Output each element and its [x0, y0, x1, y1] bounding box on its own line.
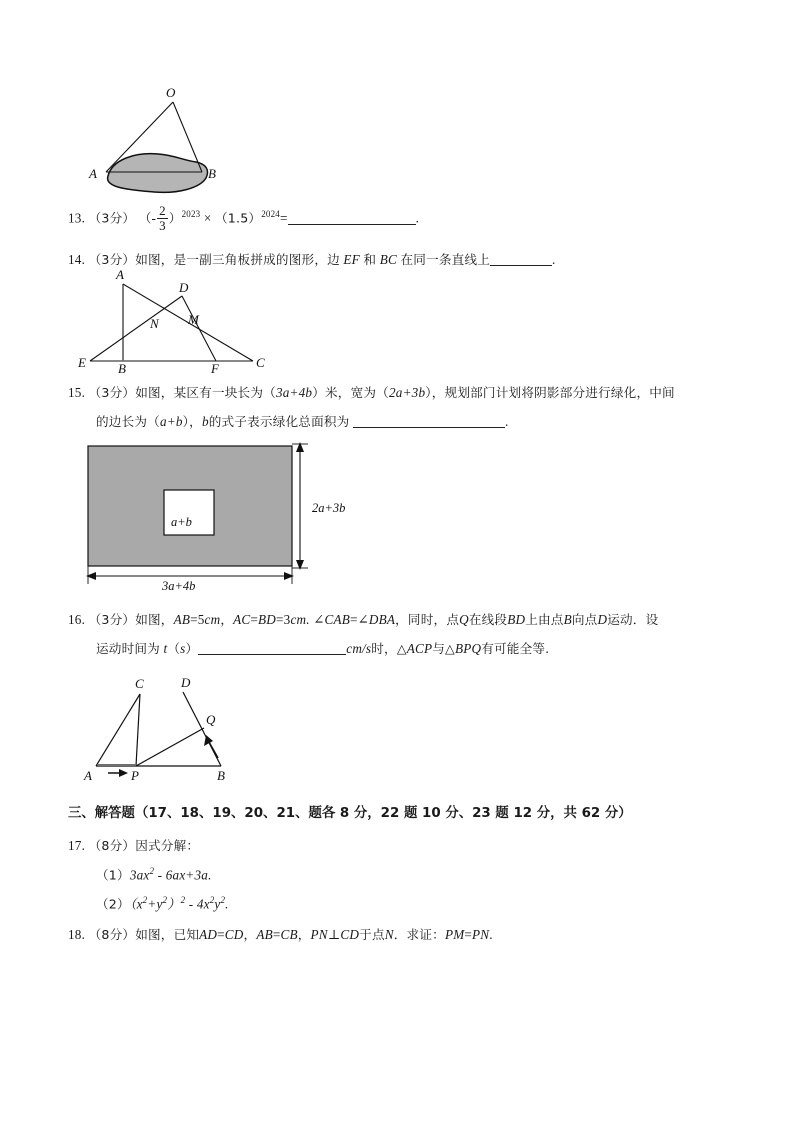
q17-item2-exp-b: 2: [162, 895, 168, 905]
q18-cb: CB: [280, 927, 298, 942]
q16-l1e: =3: [276, 612, 291, 627]
q18-text-b: =: [217, 927, 225, 942]
fig14-label-C: C: [256, 355, 265, 370]
moving-points-triangle-figure: [78, 672, 258, 784]
q18-text-a: 如图，已知: [135, 927, 200, 942]
q18-text-g: 于点: [359, 927, 385, 942]
pond-label-B: B: [208, 166, 216, 181]
q18-ad: AD: [199, 927, 218, 942]
pond-shape: [108, 154, 208, 193]
q13-answer-blank[interactable]: [288, 224, 416, 225]
q14-marks: （3分）: [88, 252, 136, 267]
q16-angle-cab: CAB: [324, 612, 350, 627]
q18-pn-2: PN: [472, 927, 490, 942]
q13-close-paren: ）: [168, 210, 182, 226]
arrow-Q-direction-line: [209, 742, 218, 758]
q16-l2e: 与△: [432, 641, 455, 656]
segment-CP: [136, 694, 140, 766]
q13-minus: -: [151, 210, 157, 226]
dim-h-arrow-left: [86, 572, 96, 580]
segment-PQ: [136, 728, 204, 766]
q16-answer-blank[interactable]: [198, 654, 346, 655]
q16-l1g: =∠: [350, 612, 369, 627]
q17-item1-exp-a: 2: [149, 866, 155, 876]
q17-number: 17: [68, 838, 82, 853]
q16-l1b: =5: [190, 612, 205, 627]
q13-marks: （3分）: [88, 210, 136, 226]
q15-marks: （3分）: [88, 385, 136, 400]
q18-ab: AB: [256, 927, 273, 942]
dim-v-arrow-up: [296, 442, 304, 452]
q18-text-f: ⊥: [327, 927, 341, 942]
segment-DF: [182, 296, 216, 361]
q16-var-t: t: [163, 641, 168, 656]
pond-measurement-figure: [78, 84, 248, 196]
question-15-line-1: 15. （3分）如图，某区有一块长为（3a+4b）米，宽为（2a+3b），规划部门计划将阴影部分进行绿化，中间: [68, 385, 675, 400]
dim-h-arrow-right: [284, 572, 294, 580]
fig16-label-A: A: [84, 768, 92, 783]
q16-l2d: 时，△: [371, 641, 407, 656]
fig14-label-M: M: [188, 312, 199, 327]
pond-label-O: O: [166, 85, 176, 100]
fig16-label-C: C: [135, 676, 144, 691]
q14-answer-blank[interactable]: [490, 265, 552, 266]
q18-cd-2: CD: [340, 927, 360, 942]
q13-exponent-1: 2023: [181, 209, 201, 220]
segment-AC: [96, 694, 140, 766]
q14-label-ef: EF: [343, 252, 360, 267]
question-14: 14. （3分）如图，是一副三角板拼成的图形，边 EF 和 BC 在同一条直线上 .: [68, 252, 556, 267]
q16-var-s: s: [180, 641, 186, 656]
q16-point-d: D: [597, 612, 608, 627]
outer-height-label: 2a+3b: [312, 501, 346, 515]
q15-line1-c: ），规划部门计划将阴影部分进行绿化，中间: [425, 385, 675, 400]
q16-l1a: 如图，: [135, 612, 174, 627]
q18-number: 18: [68, 927, 82, 942]
fig14-label-N: N: [150, 316, 159, 331]
q18-marks: （8分）: [88, 927, 136, 942]
q15-expr-inner: a+b: [159, 414, 183, 429]
q16-point-b: B: [563, 612, 572, 627]
q17-item2-expr-b: +y: [147, 896, 163, 912]
q17-item2-exp-e: 2: [220, 895, 226, 905]
q17-marks: （8分）: [88, 838, 136, 853]
q13-period: .: [415, 210, 420, 226]
q16-unit-cms: cm/s: [346, 641, 372, 656]
q16-ab: AB: [173, 612, 191, 627]
q16-l2c: ）: [185, 641, 199, 656]
q14-text-c: 在同一条直线上: [400, 252, 491, 267]
q16-l1c: ，: [220, 612, 234, 627]
q17-item2-expr-d: - 4x: [185, 896, 210, 912]
q15-var-b: b: [201, 414, 209, 429]
q14-label-bc: BC: [379, 252, 397, 267]
q18-text-j: .: [489, 927, 493, 942]
q18-pm: PM: [444, 927, 465, 942]
q16-l1l: 运动．设: [607, 612, 659, 627]
q14-period: .: [552, 252, 556, 267]
q16-tri-acp: ACP: [406, 641, 433, 656]
q14-text-a: 如图，是一副三角板拼成的图形，边: [135, 252, 340, 267]
rectangle-green-area-figure: [86, 440, 376, 593]
q13-frac-denominator: 3: [159, 217, 166, 233]
q13-exponent-2: 2024: [261, 209, 280, 220]
q16-l2a: 运动时间为: [96, 641, 160, 656]
q15-line1-a: 如图，某区有一块长为（: [135, 385, 276, 400]
q16-marks: （3分）: [88, 612, 136, 627]
q14-number: 14: [68, 252, 82, 267]
section-heading-solve: 三、解答题（17、18、19、20、21、题各 8 分，22 题 10 分、23 题 12 分，共 62 分）: [68, 806, 632, 821]
q16-ac: AC: [233, 612, 251, 627]
q18-text-h: ．求证：: [393, 927, 445, 942]
q18-text-e: ，: [297, 927, 311, 942]
fig16-label-Q: Q: [206, 712, 216, 727]
q18-text-d: =: [272, 927, 281, 942]
q17-prompt: 因式分解：: [135, 838, 200, 853]
q16-l1k: 向点: [571, 612, 598, 627]
q16-l2f: 有可能全等.: [481, 641, 550, 656]
q17-item2-exp-a: 2: [142, 895, 148, 905]
q16-l1d: =: [250, 612, 259, 627]
q13-number: 13: [68, 210, 82, 226]
dim-v-arrow-down: [296, 560, 304, 570]
q13-frac-numerator: 2: [159, 203, 166, 218]
q13-times-sign: ×: [203, 210, 212, 226]
q16-point-q: Q: [459, 612, 469, 627]
q16-l1f: ∠: [313, 612, 325, 627]
q13-open-paren: （: [138, 210, 152, 226]
q17-item2-expr-c: ）: [167, 896, 181, 912]
q17-item2-expr-e: y: [214, 896, 221, 912]
q13-fraction: [157, 204, 168, 232]
q15-answer-blank[interactable]: [353, 427, 505, 428]
q15-line2-a: 的边长为（: [96, 414, 160, 429]
question-17-item-2: [96, 894, 229, 915]
segment-ED: [90, 296, 182, 361]
fig16-label-P: P: [131, 768, 139, 783]
q16-bd: BD: [258, 612, 277, 627]
q17-item1-label: （1）: [96, 867, 130, 883]
q15-number: 15: [68, 385, 82, 400]
two-triangle-rulers-figure: [78, 266, 268, 374]
q17-item2-expr-f: .: [225, 896, 229, 912]
question-17: 17. （8分）因式分解：: [68, 838, 200, 853]
q16-l1h: ，同时，点: [395, 612, 460, 627]
q15-line2-c: 的式子表示绿化总面积为: [208, 414, 350, 429]
pond-label-A: A: [89, 166, 97, 181]
q17-item1-expr-b: - 6ax+3a.: [154, 867, 212, 883]
question-18: 18. （8分）如图，已知AD=CD，AB=CB，PN⊥CD于点N．求证：PM=PN.: [68, 927, 493, 942]
q18-cd: CD: [224, 927, 244, 942]
q15-line1-b: ）米，宽为（: [312, 385, 389, 400]
q18-text-i: =: [464, 927, 473, 942]
fig14-label-B: B: [118, 361, 126, 376]
question-16-line-2: [96, 639, 549, 659]
fig14-label-D: D: [179, 280, 189, 295]
q15-line2-b: ），: [182, 414, 202, 429]
q16-l1j: 上由点: [525, 612, 564, 627]
q16-l2b: （: [167, 641, 181, 656]
outer-width-label: 3a+4b: [162, 579, 196, 593]
fig14-label-E: E: [78, 355, 86, 370]
q15-expr-length: 3a+4b: [275, 385, 313, 400]
q17-item2-exp-c: 2: [180, 895, 186, 905]
q18-pn: PN: [310, 927, 328, 942]
fig14-label-F: F: [211, 361, 219, 376]
q17-item2-expr-a: （x: [129, 896, 143, 912]
q16-cm-1: cm: [204, 612, 221, 627]
inner-square-label: a+b: [171, 515, 192, 529]
fig14-label-A: A: [116, 267, 124, 282]
question-16-line-1: 16. （3分）如图，AB=5cm，AC=BD=3cm. ∠CAB=∠DBA，同时，点Q在线段BD上由点B向点D运动．设: [68, 612, 659, 627]
q13-equals: =: [279, 210, 288, 226]
q16-angle-dba: DBA: [368, 612, 396, 627]
arrow-P-direction-head: [119, 769, 128, 777]
q17-item2-exp-d: 2: [209, 895, 215, 905]
question-13: 13. （3分） （- $\frac{2}{3}$ ）$^{2023} \times (1.5)^{2024}=$ .: [68, 203, 420, 233]
fig16-label-D: D: [181, 675, 191, 690]
q16-number: 16: [68, 612, 82, 627]
fig16-label-B: B: [217, 768, 225, 783]
q16-cm-2: cm.: [290, 612, 310, 627]
q16-seg-bd: BD: [507, 612, 526, 627]
q13-base-2: （1.5）: [214, 210, 262, 226]
q15-period: .: [504, 414, 509, 429]
q17-item2-label: （2）: [96, 896, 130, 912]
q15-expr-width: 2a+3b: [388, 385, 426, 400]
question-17-item-1: [96, 865, 212, 886]
q14-text-b: 和: [363, 252, 377, 267]
q18-text-c: ，: [243, 927, 257, 942]
question-15-line-2: [96, 412, 508, 432]
q18-point-n: N: [384, 927, 394, 942]
q16-l1i: 在线段: [468, 612, 508, 627]
q16-tri-bpq: BPQ: [454, 641, 482, 656]
q17-item1-expr-a: 3ax: [129, 867, 150, 883]
